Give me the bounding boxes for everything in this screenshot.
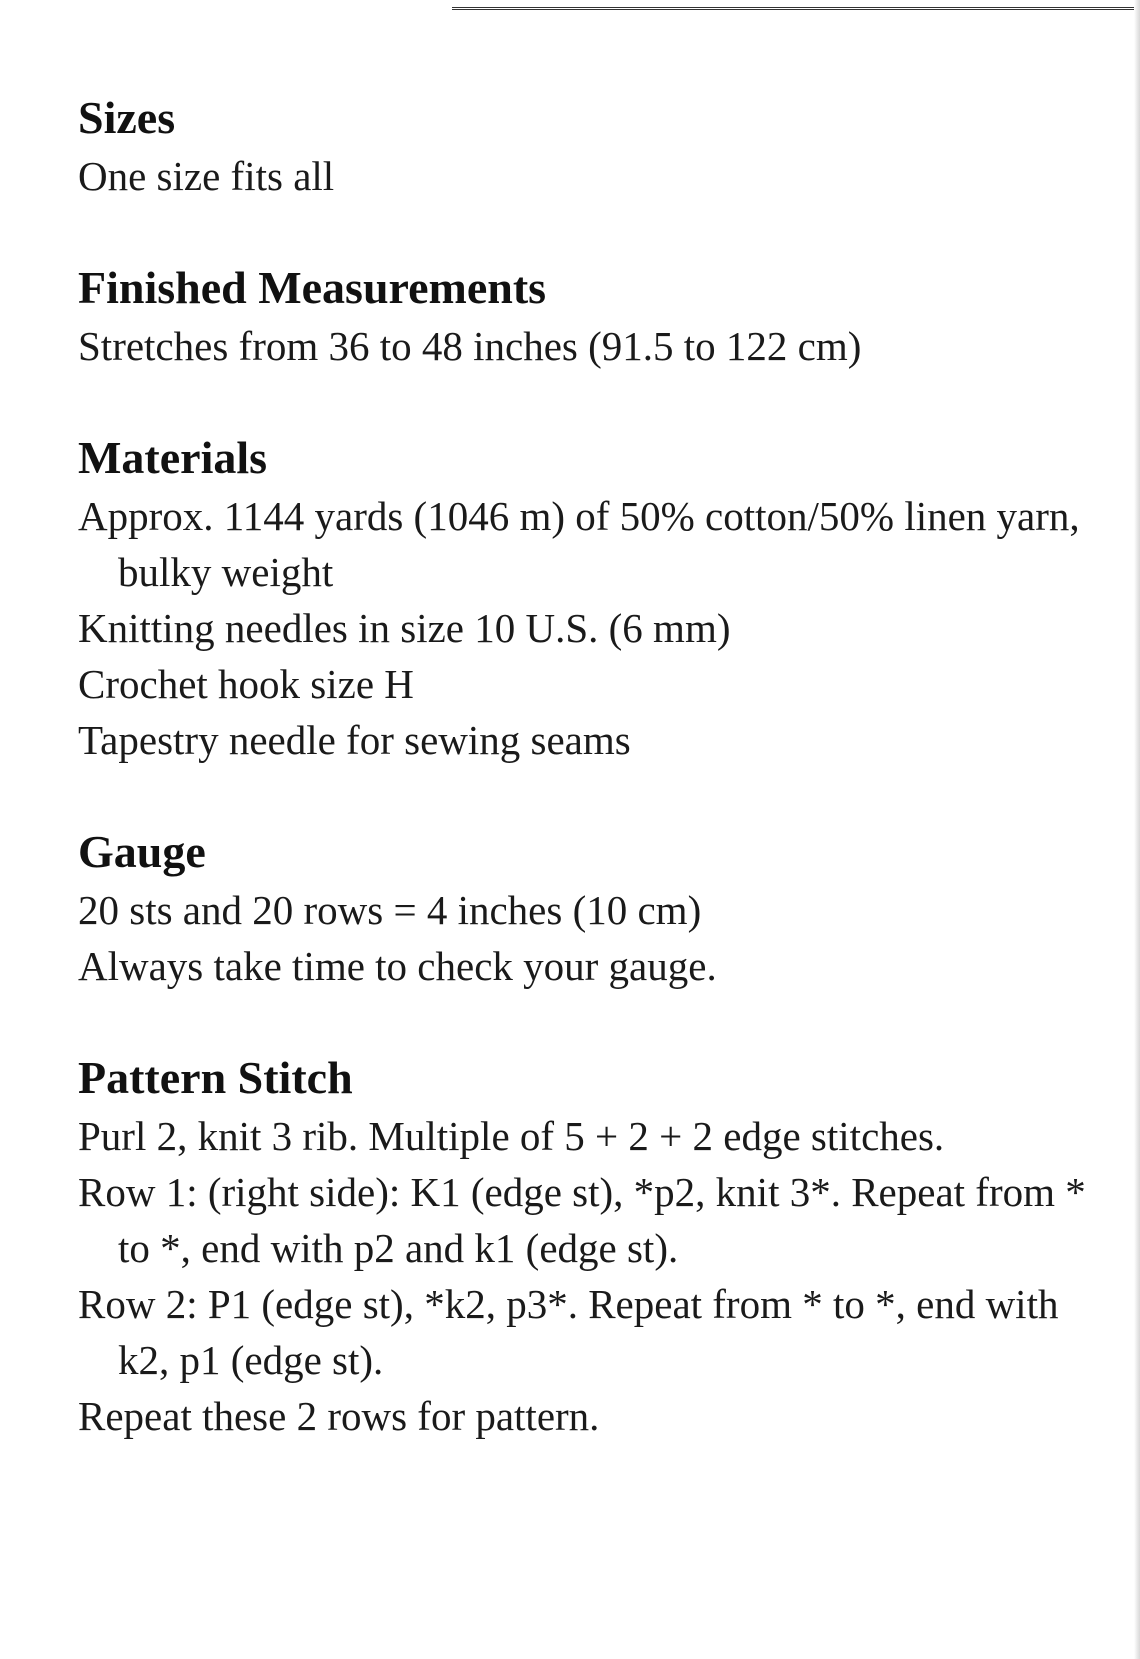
pattern-stitch-row-2: Row 2: P1 (edge st), *k2, p3*. Repeat from * to *, end with k2, p1 (edge st). [78,1281,1059,1383]
finished-measurements-heading: Finished Measurements [78,262,547,313]
pattern-stitch-heading: Pattern Stitch [78,1052,353,1103]
materials-section [78,428,1098,768]
pattern-specifications [78,88,1098,1498]
pattern-stitch-row-1: Row 1: (right side): K1 (edge st), *p2, knit 3*. Repeat from * to *, end with p2 and k1 (edge st). [78,1169,1086,1271]
finished-measurements-text: Stretches from 36 to 48 inches (91.5 to 122 cm) [78,323,862,369]
gauge-measure: 20 sts and 20 rows = 4 inches (10 cm) [78,887,702,933]
pattern-stitch-repeat: Repeat these 2 rows for pattern. [78,1393,600,1439]
materials-needles: Knitting needles in size 10 U.S. (6 mm) [78,605,731,651]
pattern-stitch-section [78,1048,1098,1444]
gauge-heading: Gauge [78,826,206,877]
materials-heading: Materials [78,432,268,483]
materials-crochet-hook: Crochet hook size H [78,661,414,707]
materials-yarn: Approx. 1144 yards (1046 m) of 50% cotton/50% linen yarn, bulky weight [78,493,1080,595]
sizes-text: One size fits all [78,153,335,199]
materials-tapestry-needle: Tapestry needle for sewing seams [78,717,631,763]
gauge-note: Always take time to check your gauge. [78,943,717,989]
page-edge-shadow [1134,0,1140,1659]
sizes-section [78,88,1098,204]
finished-measurements-section [78,258,1098,374]
sizes-heading: Sizes [78,92,176,143]
top-border-rule [452,0,1140,10]
pattern-stitch-rib: Purl 2, knit 3 rib. Multiple of 5 + 2 + 2 edge stitches. [78,1113,945,1159]
gauge-section [78,822,1098,994]
